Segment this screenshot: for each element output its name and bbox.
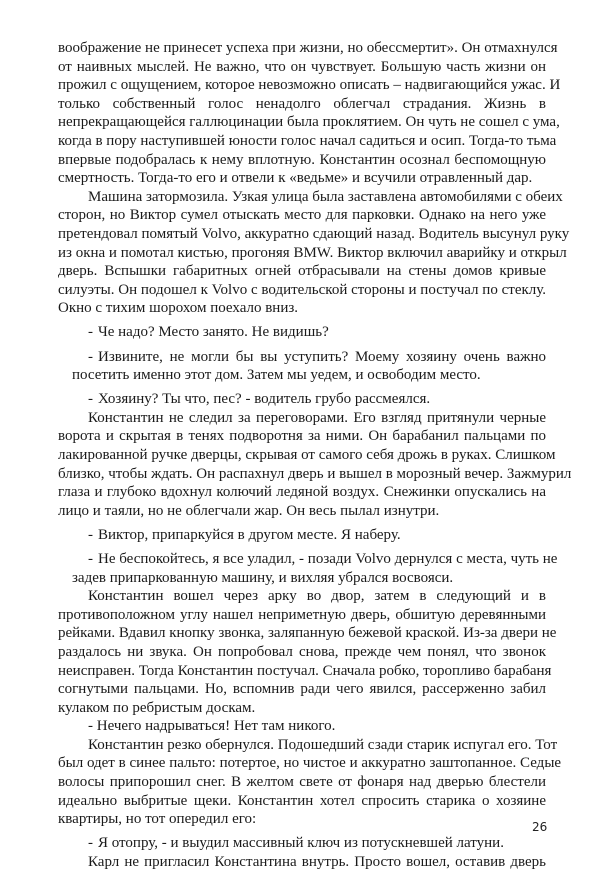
- line-text: был одет в синее пальто: потертое, но чистое и аккуратно заштопанное. Седые: [58, 755, 562, 772]
- line-text: близко, чтобы ждать. Он распахнул дверь и вышел в морозный вечер. Зажмурил: [58, 465, 572, 482]
- text-line: [58, 550, 558, 569]
- line-text: когда в пору наступившей юности голос начал садиться и осип. Тогда-то тьма: [58, 132, 557, 149]
- text-line: [58, 465, 572, 484]
- text-line: [58, 624, 557, 643]
- page-number: 26: [532, 820, 548, 834]
- line-text: впервые подобралась к нему вплотную. Константин осознал беспомощную: [58, 151, 546, 168]
- text-line: [58, 792, 546, 811]
- line-text: от наивных мыслей. Не важно, что он чувствует. Большую часть жизни он: [58, 58, 546, 75]
- text-line: [58, 262, 546, 281]
- text-line: [58, 717, 546, 736]
- dialogue-dash: -: [88, 550, 93, 567]
- line-text: противоположном углу нашел неприметную дверь, обшитую деревянными: [58, 606, 546, 623]
- dialogue-dash: -: [88, 391, 93, 408]
- text-line: [58, 680, 546, 699]
- paragraph: [58, 39, 561, 188]
- line-text: квартиры, но тот опередил его:: [58, 811, 257, 828]
- line-text: глаза и глубоко вдохнул колючий ледяной воздух. Снежинки опускались на: [58, 484, 546, 501]
- line-text: Че надо? Место занято. Не видишь?: [98, 324, 329, 341]
- line-text: смертность. Тогда-то его и отвели к «ведьме» и всучили отравленный дар.: [58, 170, 533, 187]
- line-text: сторон, но Виктор сумел отыскать место для парковки. Однако на него уже: [58, 207, 546, 224]
- text-line: [58, 699, 546, 718]
- text-line: [58, 76, 561, 95]
- text-line: [58, 853, 546, 872]
- text-line: [58, 390, 546, 409]
- text-line: [58, 483, 546, 502]
- line-text: из окна и помотал кистью, прогоняя BMW. Виктор включил аварийку и открыл: [58, 244, 567, 261]
- line-text: Константин вошел через арку во двор, затем в следующий и в: [88, 588, 546, 605]
- text-line: [58, 446, 556, 465]
- line-text: неисправен. Тогда Константин постучал. Сначала робко, торопливо барабаня: [58, 662, 552, 679]
- dialogue-dash: -: [88, 526, 93, 543]
- dialogue-dash: -: [88, 835, 93, 852]
- line-text: только собственный голос ненадолго облегчал страдания. Жизнь в: [58, 95, 546, 112]
- text-line: [58, 132, 557, 151]
- line-text: непрекращающейся галлюцинации была проклятием. Он чуть не сошел с ума,: [58, 114, 560, 131]
- line-text: Хозяину? Ты что, пес? - водитель грубо рассмеялся.: [98, 391, 431, 408]
- text-line: [58, 606, 546, 625]
- line-text: воображение не принесет успеха при жизни, но обессмертит». Он отмахнулся: [58, 40, 558, 56]
- paragraph: [58, 409, 572, 521]
- line-text: Константин резко обернулся. Подошедший сзади старик испугал его. Тот: [88, 736, 558, 753]
- text-line: [58, 736, 558, 755]
- line-text: Машина затормозила. Узкая улица была заставлена автомобилями с обеих: [88, 188, 563, 205]
- text-line: [58, 773, 546, 792]
- text-line: [58, 834, 546, 853]
- dialogue-dash: -: [88, 324, 93, 341]
- line-text: Окно с тихим шорохом поехало вниз.: [58, 300, 299, 317]
- text-line: [58, 39, 558, 58]
- text-line: [58, 95, 546, 114]
- paragraph: [58, 587, 557, 717]
- line-text: дверь. Вспышки габаритных огней отбрасывали на стены домов кривые: [58, 263, 546, 280]
- text-line: [58, 502, 546, 521]
- line-text: Извините, не могли бы вы уступить? Моему хозяину очень важно: [98, 348, 546, 365]
- paragraph: [58, 188, 570, 318]
- text-line: [58, 113, 560, 132]
- paragraph: [58, 853, 546, 872]
- text-line: [58, 323, 546, 342]
- dialogue-line: [58, 323, 546, 342]
- dialogue-line: [58, 348, 546, 385]
- paragraph: [58, 736, 562, 829]
- line-text: волосы припорошил снег. В желтом свете от фонаря над дверью блестели: [58, 774, 546, 791]
- line-text: кулаком по ребристым доскам.: [58, 699, 256, 716]
- text-line: [58, 643, 546, 662]
- text-line: [58, 244, 567, 263]
- dialogue-line: [58, 526, 546, 545]
- text-line: [58, 427, 546, 446]
- line-text: лакированной ручке дверцы, скрывая от самого себя дрожь в руках. Слишком: [58, 446, 556, 463]
- line-text: претендовал помятый Volvo, аккуратно сдающий назад. Водитель высунул руку: [58, 225, 570, 242]
- text-line: [58, 526, 546, 545]
- text-line: [58, 151, 546, 170]
- line-text: раздалось ни звука. Он попробовал снова, прежде чем понял, что звонок: [58, 643, 546, 660]
- dialogue-dash: -: [88, 348, 93, 365]
- dialogue-line: [58, 550, 558, 587]
- line-text: идеально выбритые щеки. Константин хотел спросить старика о хозяине: [58, 792, 546, 809]
- text-line: [58, 569, 546, 588]
- line-text: силуэты. Он подошел к Volvo с водительской стороны и постучал по стеклу.: [58, 281, 546, 298]
- document-page: [58, 39, 572, 872]
- text-line: [58, 366, 546, 385]
- text-line: [58, 348, 546, 367]
- dialogue-line: [58, 834, 546, 853]
- text-line: [58, 58, 546, 77]
- text-line: [58, 225, 570, 244]
- line-text: посетить именно этот дом. Затем мы уедем, и освободим место.: [72, 367, 481, 384]
- line-text: рейками. Вдавил кнопку звонка, заляпанную бежевой краской. Из-за двери не: [58, 625, 557, 642]
- paragraph: [58, 717, 546, 736]
- line-text: согнутыми пальцами. Но, вспомнив ради чего явился, рассерженно забил: [58, 681, 546, 698]
- line-text: лицо и таяли, но не облегчали жар. Он весь пылал изнутри.: [58, 502, 440, 519]
- line-text: Я отопру, - и выудил массивный ключ из потускневшей латуни.: [98, 835, 504, 852]
- line-text: Не беспокойтесь, я все уладил, - позади Volvo дернулся с места, чуть не: [98, 550, 558, 567]
- line-text: задев припаркованную машину, и вихляя убрался восвояси.: [72, 569, 454, 586]
- text-line: [58, 409, 546, 428]
- line-text: Виктор, припаркуйся в другом месте. Я наберу.: [98, 526, 401, 543]
- line-text: - Нечего надрываться! Нет там никого.: [88, 718, 336, 735]
- text-line: [58, 662, 552, 681]
- text-line: [58, 281, 546, 300]
- line-text: прожил с ощущением, которое невозможно описать – надвигающийся ужас. И: [58, 77, 561, 94]
- text-line: [58, 188, 563, 207]
- line-text: Карл не пригласил Константина внутрь. Просто вошел, оставив дверь: [88, 853, 546, 870]
- text-line: [58, 299, 546, 318]
- text-line: [58, 169, 546, 188]
- dialogue-line: [58, 390, 546, 409]
- text-line: [58, 754, 562, 773]
- text-line: [58, 206, 546, 225]
- line-text: ворота и скрытая в тенях подворотня за ними. Он барабанил пальцами по: [58, 428, 546, 445]
- text-line: [58, 587, 546, 606]
- line-text: Константин не следил за переговорами. Его взгляд притянули черные: [88, 409, 546, 426]
- text-line: [58, 810, 546, 829]
